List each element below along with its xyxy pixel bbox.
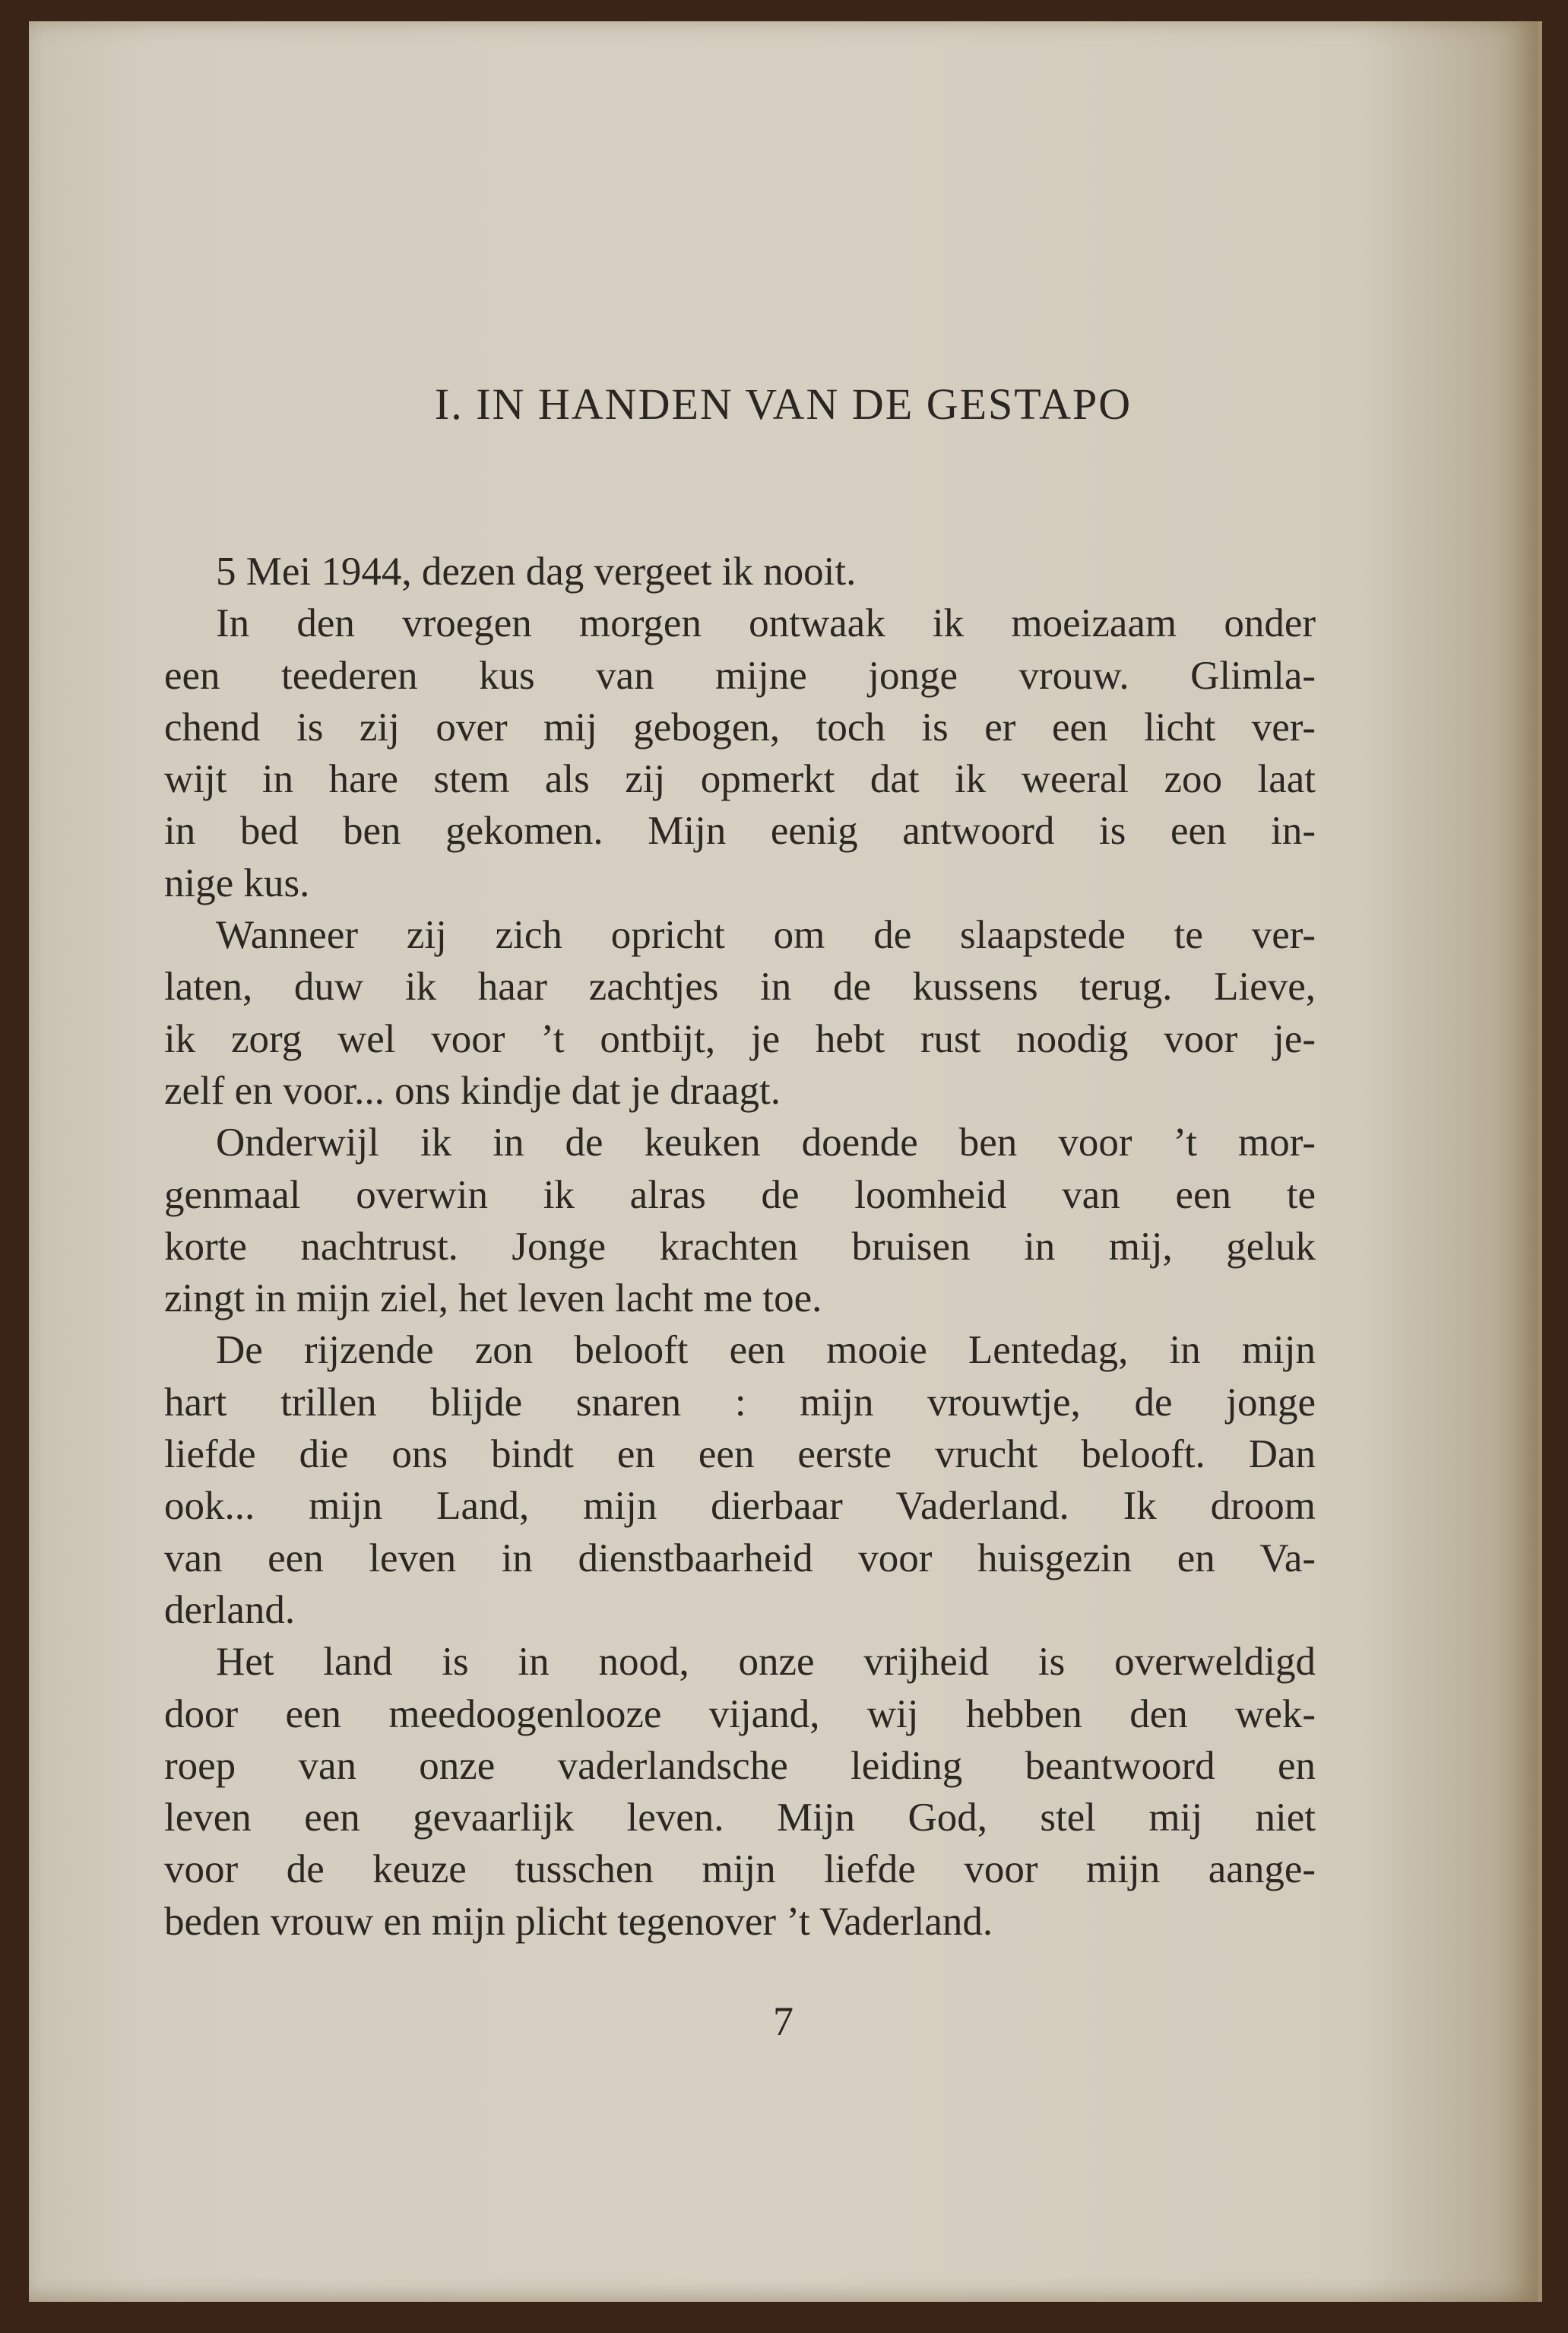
paragraph xyxy=(164,909,1316,1117)
paragraph xyxy=(164,546,1316,598)
text-line: voor de keuze tusschen mijn liefde voor mijn aange- xyxy=(164,1847,1316,1892)
chapter-title: I. IN HANDEN VAN DE GESTAPO xyxy=(434,379,1132,429)
text-line: door een meedoogenlooze vijand, wij hebben den wek- xyxy=(164,1691,1316,1736)
paragraph xyxy=(164,1117,1316,1324)
text-line: een teederen kus van mijne jonge vrouw. Glimla- xyxy=(164,653,1316,698)
text-line: nige kus. xyxy=(164,861,310,905)
text-line: Het land is in nood, onze vrijheid is overweldigd xyxy=(216,1640,1316,1685)
text-line: chend is zij over mij gebogen, toch is er een licht ver- xyxy=(164,705,1316,750)
text-line: beden vrouw en mijn plicht tegenover ’t Vaderland. xyxy=(164,1899,993,1944)
text-line: leven een gevaarlijk leven. Mijn God, stel mij niet xyxy=(164,1796,1316,1840)
page-number: 7 xyxy=(773,1999,794,2044)
text-line: 5 Mei 1944, dezen dag vergeet ik nooit. xyxy=(216,550,857,594)
text-line: derland. xyxy=(164,1587,296,1632)
paragraph xyxy=(164,1636,1316,1948)
text-line: roep van onze vaderlandsche leiding beantwoord en xyxy=(164,1743,1316,1788)
text-line: genmaal overwin ik alras de loomheid van een te xyxy=(164,1172,1316,1217)
text-line: ik zorg wel voor ’t ontbijt, je hebt rust noodig voor je- xyxy=(164,1016,1316,1061)
text-line: van een leven in dienstbaarheid voor huisgezin en Va- xyxy=(164,1536,1316,1580)
text-line: De rijzende zon belooft een mooie Lentedag, in mijn xyxy=(216,1328,1316,1373)
text-line: zingt in mijn ziel, het leven lacht me toe. xyxy=(164,1276,822,1321)
text-line: hart trillen blijde snaren : mijn vrouwtje, de jonge xyxy=(164,1380,1316,1425)
text-line: ook... mijn Land, mijn dierbaar Vaderland. Ik droom xyxy=(164,1484,1316,1529)
text-line: laten, duw ik haar zachtjes in de kussens terug. Lieve, xyxy=(164,965,1316,1010)
book-page xyxy=(29,21,1542,2302)
body-text xyxy=(164,546,1316,1948)
text-line: korte nachtrust. Jonge krachten bruisen in mij, geluk xyxy=(164,1224,1316,1269)
paragraph xyxy=(164,598,1316,909)
paragraph xyxy=(164,1324,1316,1636)
text-line: Onderwijl ik in de keuken doende ben voor ’t mor- xyxy=(216,1121,1316,1165)
text-line: zelf en voor... ons kindje dat je draagt. xyxy=(164,1068,781,1113)
text-line: Wanneer zij zich opricht om de slaapstede te ver- xyxy=(216,913,1316,958)
text-line: liefde die ons bindt en een eerste vrucht belooft. Dan xyxy=(164,1432,1316,1477)
text-line: in bed ben gekomen. Mijn eenig antwoord is een in- xyxy=(164,809,1316,854)
text-line: In den vroegen morgen ontwaak ik moeizaam onder xyxy=(216,601,1316,646)
text-line: wijt in hare stem als zij opmerkt dat ik weeral zoo laat xyxy=(164,757,1316,802)
